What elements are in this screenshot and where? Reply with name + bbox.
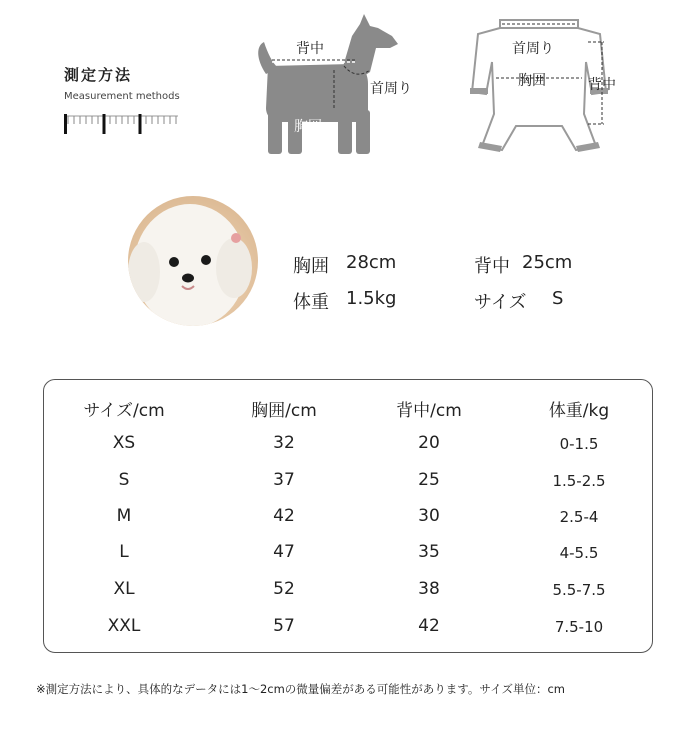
dog-face-icon: [128, 196, 258, 326]
method-subtitle: Measurement methods: [64, 91, 180, 102]
shirt-neck-label: 首周り: [512, 41, 554, 57]
table-cell-back: 38: [418, 579, 440, 599]
table-header: サイズ/cm: [83, 401, 165, 421]
table-cell-back: 30: [418, 506, 440, 526]
table-cell-size: XS: [112, 433, 136, 453]
table-cell-chest: 57: [273, 616, 295, 636]
table-cell-chest: 47: [273, 542, 295, 562]
table-header: 背中/cm: [396, 401, 462, 421]
method-title: 測定方法: [64, 66, 133, 84]
table-cell-chest: 37: [273, 470, 295, 490]
table-cell-weight: 1.5-2.5: [552, 472, 606, 490]
shirt-chest-label: 胸囲: [518, 73, 546, 89]
table-cell-weight: 7.5-10: [554, 618, 604, 636]
table-cell-size: XL: [113, 579, 135, 599]
table-cell-weight: 5.5-7.5: [552, 581, 606, 599]
size-table: [43, 379, 653, 653]
shirt-back-label: 背中: [588, 77, 616, 93]
table-cell-chest: 42: [273, 506, 295, 526]
table-cell-weight: 4-5.5: [559, 544, 599, 562]
table-cell-size: S: [118, 470, 130, 490]
table-header: 体重/kg: [548, 401, 610, 421]
shirt-measurement-diagram: [462, 14, 632, 164]
model-back-label: 背中: [474, 256, 510, 277]
model-chest-value: 28cm: [346, 252, 397, 273]
table-cell-back: 25: [418, 470, 440, 490]
model-weight-label: 体重: [293, 292, 329, 313]
table-cell-back: 20: [418, 433, 440, 453]
model-chest-label: 胸囲: [293, 256, 329, 277]
table-cell-chest: 52: [273, 579, 295, 599]
table-cell-weight: 0-1.5: [559, 435, 599, 453]
dog-back-label: 背中: [296, 41, 324, 57]
dog-measurement-diagram: [252, 14, 432, 164]
table-header: 胸囲/cm: [251, 401, 317, 421]
table-cell-back: 35: [418, 542, 440, 562]
table-cell-weight: 2.5-4: [559, 508, 599, 526]
model-size-value: S: [552, 288, 564, 309]
dog-neck-label: 首周り: [370, 81, 412, 97]
model-weight-value: 1.5kg: [346, 288, 397, 309]
table-cell-chest: 32: [273, 433, 295, 453]
table-cell-back: 42: [418, 616, 440, 636]
dog-chest-label: 胸囲: [294, 119, 322, 135]
table-cell-size: XXL: [107, 616, 141, 636]
footnote: ※測定方法により、具体的なデータには1〜2cmの微量偏差がある可能性があります。サイズ単位：cm: [36, 682, 565, 696]
table-cell-size: L: [119, 542, 129, 562]
model-dog-photo: [128, 196, 258, 326]
model-size-label: サイズ: [474, 292, 527, 313]
model-back-value: 25cm: [522, 252, 573, 273]
table-cell-size: M: [116, 506, 132, 526]
ruler-icon: [64, 110, 178, 136]
